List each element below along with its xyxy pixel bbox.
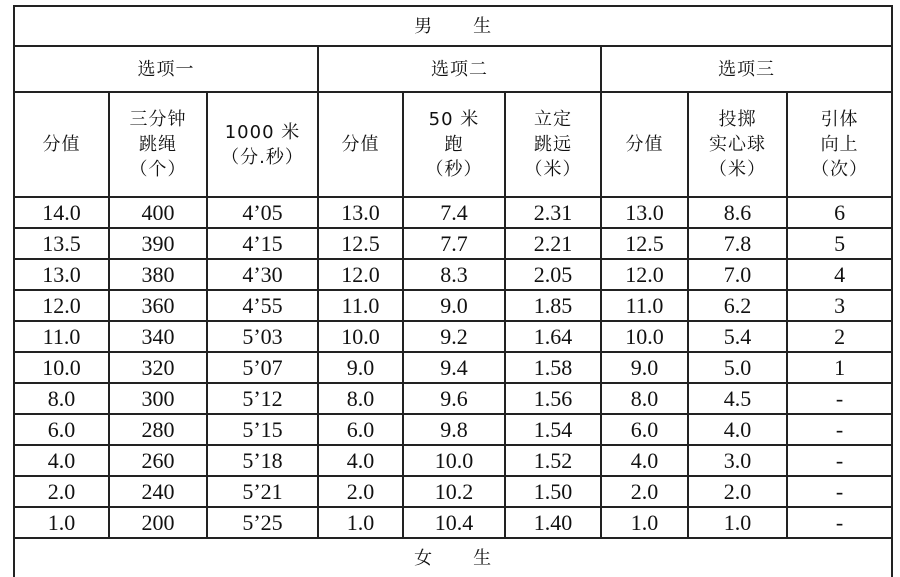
table-cell: 10.0 <box>318 321 403 352</box>
table-cell: 1.56 <box>505 383 601 414</box>
table-cell: 12.5 <box>318 228 403 259</box>
table-cell: - <box>787 414 892 445</box>
table-cell: 12.0 <box>318 259 403 290</box>
table-cell: 14.0 <box>14 197 109 228</box>
table-cell: 2.0 <box>688 476 787 507</box>
table-cell: 1.54 <box>505 414 601 445</box>
table-cell: 5’25 <box>207 507 318 538</box>
table-cell: 2.05 <box>505 259 601 290</box>
column-header-line: 引体 <box>820 109 859 130</box>
male-header-char-2: 生 <box>473 15 493 37</box>
table-cell: 2.0 <box>14 476 109 507</box>
table-cell: 1.85 <box>505 290 601 321</box>
table-cell: 7.0 <box>688 259 787 290</box>
table-cell: 9.6 <box>403 383 505 414</box>
table-cell: 4’55 <box>207 290 318 321</box>
table-cell: 5.0 <box>688 352 787 383</box>
table-cell: 11.0 <box>14 321 109 352</box>
table-cell: 1.52 <box>505 445 601 476</box>
female-header-char-1: 女 <box>414 547 434 569</box>
table-cell: 5’07 <box>207 352 318 383</box>
table-cell: 2.0 <box>318 476 403 507</box>
table-cell: 9.8 <box>403 414 505 445</box>
column-header-line: （次） <box>811 159 869 180</box>
column-header-5 <box>403 92 505 197</box>
female-header <box>14 538 892 577</box>
table-cell: 3 <box>787 290 892 321</box>
table-cell: 2.0 <box>601 476 688 507</box>
table-row <box>14 445 892 476</box>
column-header-line: 立定 <box>534 109 572 130</box>
table-cell: 9.2 <box>403 321 505 352</box>
column-header-line: 向上 <box>820 134 859 155</box>
table-cell: 1.58 <box>505 352 601 383</box>
column-header-line: 投掷 <box>718 109 757 130</box>
table-cell: 4.0 <box>318 445 403 476</box>
table-cell: 4’15 <box>207 228 318 259</box>
table-cell: 6.2 <box>688 290 787 321</box>
table-cell: - <box>787 507 892 538</box>
table-row <box>14 476 892 507</box>
table-cell: 4.5 <box>688 383 787 414</box>
column-header-line: 50 米 <box>428 109 480 130</box>
table-cell: 8.0 <box>318 383 403 414</box>
table-row <box>14 259 892 290</box>
table-cell: 1.40 <box>505 507 601 538</box>
table-cell: 260 <box>109 445 207 476</box>
column-header-line: （个） <box>129 159 187 180</box>
table-cell: 280 <box>109 414 207 445</box>
table-cell: 5’15 <box>207 414 318 445</box>
table-cell: - <box>787 476 892 507</box>
column-header-line: 分值 <box>341 134 380 155</box>
table-cell: 8.0 <box>601 383 688 414</box>
table-cell: 12.0 <box>601 259 688 290</box>
table-cell: 340 <box>109 321 207 352</box>
table-cell: 400 <box>109 197 207 228</box>
table-cell: 4’05 <box>207 197 318 228</box>
column-header-line: （分.秒） <box>221 146 304 168</box>
table-cell: 5’12 <box>207 383 318 414</box>
table-cell: 240 <box>109 476 207 507</box>
table-cell: 7.7 <box>403 228 505 259</box>
column-header-1 <box>14 92 109 197</box>
column-header-line: 三分钟 <box>129 109 187 130</box>
option-1-header: 选项一 <box>14 46 318 92</box>
table-cell: 6.0 <box>318 414 403 445</box>
column-header-6 <box>505 92 601 197</box>
table-cell: - <box>787 445 892 476</box>
table-cell: 2.21 <box>505 228 601 259</box>
table-cell: 5’18 <box>207 445 318 476</box>
table-cell: 4.0 <box>688 414 787 445</box>
column-header-line: 跑 <box>444 134 464 155</box>
table-cell: 7.8 <box>688 228 787 259</box>
table-cell: 4.0 <box>601 445 688 476</box>
table-cell: 9.4 <box>403 352 505 383</box>
table-cell: 9.0 <box>318 352 403 383</box>
table-row <box>14 290 892 321</box>
table-cell: 5 <box>787 228 892 259</box>
table-cell: 5’21 <box>207 476 318 507</box>
female-header-char-2: 生 <box>473 547 493 569</box>
column-header-line: 1000 米 <box>224 121 301 143</box>
column-header-2 <box>109 92 207 197</box>
table-cell: 6.0 <box>14 414 109 445</box>
option-2-header: 选项二 <box>318 46 601 92</box>
table-cell: 13.5 <box>14 228 109 259</box>
table-cell: 10.0 <box>403 445 505 476</box>
table-cell: 360 <box>109 290 207 321</box>
table-row <box>14 507 892 538</box>
table-cell: 12.0 <box>14 290 109 321</box>
column-header-line: （米） <box>524 159 582 180</box>
column-header-line: 分值 <box>42 134 81 155</box>
table-row <box>14 383 892 414</box>
table-row <box>14 352 892 383</box>
table-cell: 10.0 <box>14 352 109 383</box>
table-cell: 12.5 <box>601 228 688 259</box>
table-cell: 6.0 <box>601 414 688 445</box>
table-cell: 13.0 <box>318 197 403 228</box>
table-cell: 390 <box>109 228 207 259</box>
column-header-line: （米） <box>709 159 766 180</box>
table-cell: 380 <box>109 259 207 290</box>
column-header-8 <box>688 92 787 197</box>
table-cell: 4.0 <box>14 445 109 476</box>
table-cell: 7.4 <box>403 197 505 228</box>
column-header-line: 跳远 <box>534 134 572 155</box>
column-header-line: 分值 <box>625 134 664 155</box>
table-cell: 5’03 <box>207 321 318 352</box>
table-cell: 11.0 <box>318 290 403 321</box>
table-cell: 8.0 <box>14 383 109 414</box>
table-row <box>14 197 892 228</box>
score-table <box>13 5 893 577</box>
table-cell: 5.4 <box>688 321 787 352</box>
table-cell: 13.0 <box>14 259 109 290</box>
table-cell: 8.3 <box>403 259 505 290</box>
column-header-line: 实心球 <box>709 134 766 155</box>
column-header-9 <box>787 92 892 197</box>
table-cell: 3.0 <box>688 445 787 476</box>
table-cell: 2 <box>787 321 892 352</box>
table-cell: 1.0 <box>318 507 403 538</box>
column-header-3 <box>207 92 318 197</box>
table-cell: 11.0 <box>601 290 688 321</box>
male-header <box>14 6 892 46</box>
table-cell: 9.0 <box>403 290 505 321</box>
table-row <box>14 321 892 352</box>
column-header-line: 跳绳 <box>139 134 177 155</box>
table-row <box>14 414 892 445</box>
table-cell: - <box>787 383 892 414</box>
table-row <box>14 228 892 259</box>
table-cell: 200 <box>109 507 207 538</box>
table-cell: 320 <box>109 352 207 383</box>
column-header-7 <box>601 92 688 197</box>
table-cell: 6 <box>787 197 892 228</box>
table-cell: 1.0 <box>601 507 688 538</box>
table-cell: 1.0 <box>688 507 787 538</box>
table-cell: 10.2 <box>403 476 505 507</box>
table-cell: 13.0 <box>601 197 688 228</box>
male-header-char-1: 男 <box>414 15 434 37</box>
table-cell: 4’30 <box>207 259 318 290</box>
table-cell: 8.6 <box>688 197 787 228</box>
table-cell: 10.4 <box>403 507 505 538</box>
table-cell: 1.64 <box>505 321 601 352</box>
table-cell: 1.50 <box>505 476 601 507</box>
table-cell: 10.0 <box>601 321 688 352</box>
column-header-4 <box>318 92 403 197</box>
option-3-header: 选项三 <box>601 46 892 92</box>
column-header-line: （秒） <box>425 159 483 180</box>
table-cell: 4 <box>787 259 892 290</box>
table-cell: 1.0 <box>14 507 109 538</box>
table-cell: 300 <box>109 383 207 414</box>
table-cell: 9.0 <box>601 352 688 383</box>
table-cell: 2.31 <box>505 197 601 228</box>
table-cell: 1 <box>787 352 892 383</box>
